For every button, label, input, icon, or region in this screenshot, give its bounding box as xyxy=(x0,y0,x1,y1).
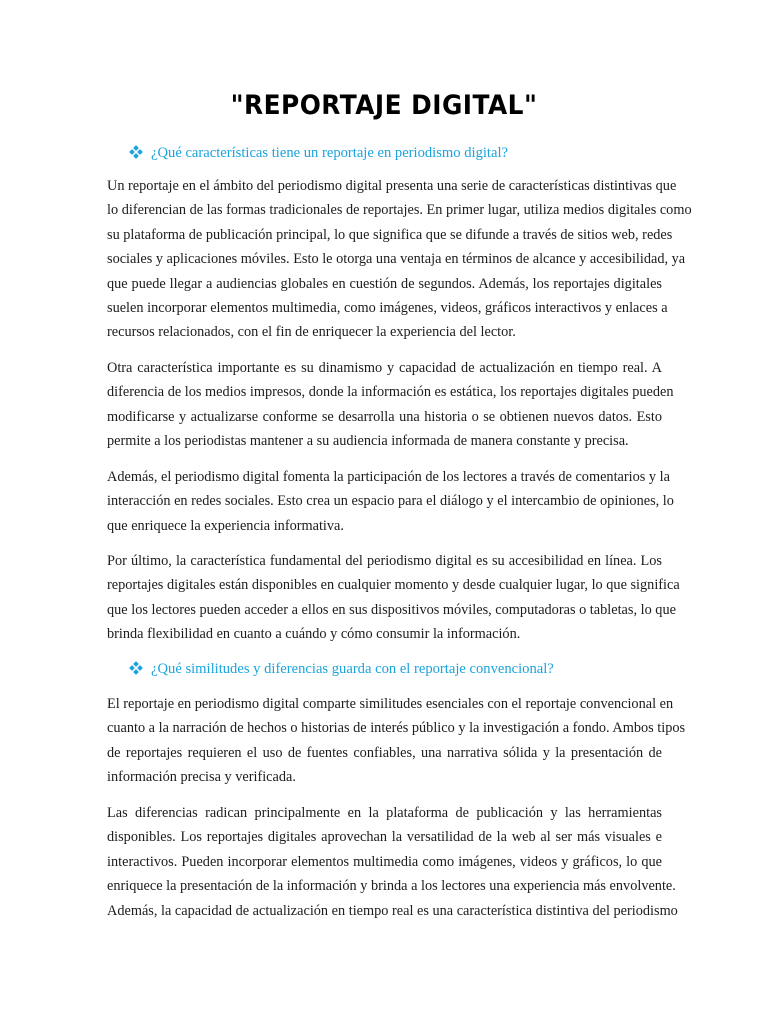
section-heading-2 xyxy=(130,661,554,678)
paragraph xyxy=(107,174,692,345)
document-title: "REPORTAJE DIGITAL" xyxy=(230,90,538,121)
text-line: Además, el periodismo digital fomenta la participación de los lectores a través de comentarios y la xyxy=(107,469,670,485)
text-line: sociales y aplicaciones móviles. Esto le otorga una ventaja en términos de alcance y accesibilidad, ya xyxy=(107,251,686,268)
text-line: Un reportaje en el ámbito del periodismo digital presenta una serie de características distintivas que xyxy=(107,178,677,194)
text-line: interacción en redes sociales. Esto crea un espacio para el diálogo y el intercambio de opiniones, lo xyxy=(107,493,674,510)
text-line: Otra característica importante es su dinamismo y capacidad de actualización en tiempo real. A xyxy=(107,360,662,376)
text-line: suelen incorporar elementos multimedia, como imágenes, videos, gráficos interactivos y enlaces a xyxy=(107,300,668,317)
paragraph xyxy=(107,465,674,538)
text-line: permite a los periodistas mantener a su audiencia informada de manera constante y precisa. xyxy=(107,433,629,450)
diamond-bullet-icon xyxy=(130,146,142,158)
paragraph xyxy=(107,692,686,790)
text-line: de reportajes requieren el uso de fuentes confiables, una narrativa sólida y la presentación de xyxy=(107,744,662,761)
paragraph xyxy=(107,356,674,454)
section-heading-1 xyxy=(130,145,508,162)
text-line: El reportaje en periodismo digital comparte similitudes esenciales con el reportaje convencional en xyxy=(107,696,674,712)
text-line: Además, la capacidad de actualización en tiempo real es una característica distintiva del periodismo xyxy=(107,902,678,919)
section-heading-text: ¿Qué características tiene un reportaje en periodismo digital? xyxy=(151,145,508,161)
text-line: lo diferencian de las formas tradicionales de reportajes. En primer lugar, utiliza medios digitales como xyxy=(107,202,692,219)
text-line: enriquece la presentación de la información y brinda a los lectores una experiencia más envolvente. xyxy=(107,878,676,895)
text-line: información precisa y verificada. xyxy=(107,769,296,786)
text-line: diferencia de los medios impresos, donde la información es estática, los reportajes digitales pueden xyxy=(107,384,674,401)
section-heading-text: ¿Qué similitudes y diferencias guarda con el reportaje convencional? xyxy=(151,661,554,677)
text-line: Las diferencias radican principalmente en la plataforma de publicación y las herramientas xyxy=(107,805,662,821)
text-line: su plataforma de publicación principal, lo que significa que se difunde a través de sitios web, redes xyxy=(107,226,673,243)
text-line: brinda flexibilidad en cuanto a cuándo y cómo consumir la información. xyxy=(107,626,521,643)
text-line: recursos relacionados, con el fin de enriquecer la experiencia del lector. xyxy=(107,324,516,341)
paragraph xyxy=(107,801,678,923)
diamond-bullet-icon xyxy=(130,662,142,674)
text-line: cuanto a la narración de hechos o historias de interés público y la investigación a fondo. Ambos tipos xyxy=(107,720,686,737)
text-line: reportajes digitales están disponibles en cualquier momento y desde cualquier lugar, lo que significa xyxy=(107,577,680,594)
text-line: Por último, la característica fundamental del periodismo digital es su accesibilidad en línea. Los xyxy=(107,553,662,569)
text-line: que enriquece la experiencia informativa. xyxy=(107,517,344,534)
text-line: modificarse y actualizarse conforme se desarrolla una historia o se obtienen nuevos datos. Esto xyxy=(107,408,662,425)
text-line: que puede llegar a audiencias globales en cuestión de segundos. Además, los reportajes digitales xyxy=(107,275,662,292)
text-line: que los lectores pueden acceder a ellos en sus dispositivos móviles, computadoras o tabletas, lo que xyxy=(107,601,676,618)
text-line: interactivos. Pueden incorporar elementos multimedia como imágenes, videos y gráficos, lo que xyxy=(107,853,662,870)
paragraph xyxy=(107,549,680,647)
text-line: disponibles. Los reportajes digitales aprovechan la versatilidad de la web al ser más visuales e xyxy=(107,829,662,846)
